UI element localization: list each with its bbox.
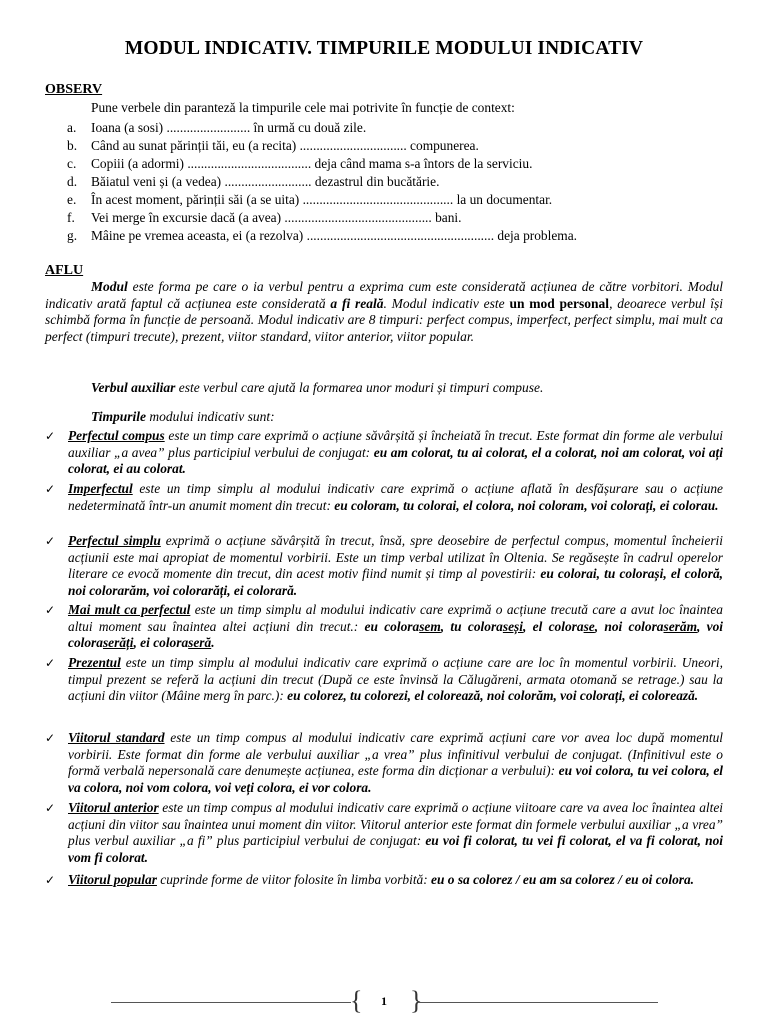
tense-example-part: , noi colora [594, 618, 664, 634]
tense-example-part: eu colora [364, 618, 420, 634]
tense-name: Viitorul anterior [68, 800, 159, 815]
tense-item [45, 655, 723, 705]
tense-definition: este un timp compus al modului indicativ care exprimă acțiuni care vor avea loc după momentul vorbirii. Este format din forme ale verbului auxiliar „a vrea” plus infinitivul verbului de conjugat. (Infinitivul este o formă verbală nepersonală care denumește acțiunea, este forma din dicționar a verbului): [68, 730, 723, 779]
tense-definition: este un timp simplu al modului indicativ care exprimă o acțiune care are loc în momentul vorbirii. Uneori, timpul prezent se referă la acțiuni din trecut (După ce este învinsă la Călugăreni, armata otomană se retrage.) sau la acțiuni din viitor (Mâine merg în parc.): [68, 655, 723, 704]
timpurile-heading [45, 409, 723, 426]
checkmark-icon: ✓ [45, 801, 56, 815]
checkmark-icon: ✓ [45, 873, 56, 887]
tense-description [68, 481, 723, 514]
tense-example: eu coloram, tu colorai, el colora, noi coloram, voi colorați, ei colorau. [334, 497, 719, 513]
exercise-text: Vei merge în excursie dacă (a avea) ............................................ bani. [91, 210, 462, 225]
auxiliar-paragraph [45, 380, 723, 397]
term-timpurile: Timpurile [91, 409, 147, 424]
tense-example: eu o sa colorez / eu am sa colorez / eu oi colora. [431, 872, 695, 887]
exercise-text: Ioana (a sosi) ......................... în urmă cu două zile. [91, 120, 367, 135]
tense-example-part: serăți [102, 635, 134, 651]
tense-item [45, 481, 723, 514]
tense-item [45, 533, 723, 599]
modul-text: , deoarece verbul își schimbă forma în funcție de persoană. Modul indicativ are 8 timpuri: perfect compus, imperfect, perfect simplu, mai mult ca perfect (timpuri trecute), prezent, viitor standard, viitor anterior, viitor popular. [45, 295, 723, 344]
tense-example: eu voi fi colorat, tu vei fi colorat, el va fi colorat, noi vom fi colorat. [68, 833, 723, 865]
tense-description [68, 800, 723, 866]
tense-example-part: seși [502, 618, 523, 634]
footer-rule-left [111, 1002, 351, 1003]
modul-text: . Modul indicativ este [383, 295, 510, 311]
page-number: 1 [381, 994, 387, 1008]
tense-name: Viitorul popular [68, 872, 157, 887]
tense-name: Viitorul standard [68, 730, 165, 745]
section-observ-label: OBSERV [45, 82, 103, 97]
tense-definition: exprimă o acțiune săvârșită în trecut, însă, spre deosebire de perfectul compus, momentul încheierii acțiunii este mai apropiat de momentul vorbirii. Este un timp verbal utilizat în Oltenia. Se regăsește în cadrul operelor literare ce evocă momente din trecut, din acest motiv fiind numit și timp al povestirii: [68, 533, 723, 582]
tense-example-part: seră [188, 635, 212, 651]
exercise-marker: e. [67, 192, 77, 207]
tense-example: eu am colorat, tu ai colorat, el a colorat, noi am colorat, voi ați colorat, ei au colorat. [68, 444, 723, 477]
term-verbul-auxiliar: Verbul auxiliar [91, 380, 176, 395]
tense-example-part: , ei colora [133, 635, 189, 651]
term-a-fi-reala: a fi reală [330, 295, 384, 311]
exercise-text: Băiatul veni și (a vedea) .......................... dezastrul din bucătărie. [91, 174, 440, 189]
tense-example-part: . [211, 635, 215, 651]
tense-item [45, 872, 723, 889]
tense-example: eu colorai, tu colorași, el coloră, noi colorarăm, voi colorarăți, ei colorară. [68, 566, 723, 598]
exercise-marker: c. [67, 156, 77, 171]
modul-definition-paragraph [45, 279, 723, 345]
exercise-text: Mâine pe vremea aceasta, ei (a rezolva) ........................................................ deja problema. [91, 228, 577, 243]
exercise-marker: g. [67, 228, 78, 243]
tense-item [45, 800, 723, 866]
tense-example-part: , el colora [522, 618, 584, 634]
tense-item [45, 428, 723, 478]
section-aflu-label: AFLU [45, 263, 84, 278]
timpurile-text: modului indicativ sunt: [146, 409, 275, 424]
footer-rule-right [418, 1002, 658, 1003]
checkmark-icon: ✓ [45, 429, 56, 443]
tense-definition: este un timp simplu al modului indicativ care exprimă o acțiune trecută care a avut loc înaintea altui moment sau înaintea altei acțiuni din trecut.: [68, 602, 723, 634]
tense-example-part: , voi colora [68, 618, 724, 651]
tense-example: eu voi colora, tu vei colora, el va colora, noi vom colora, voi veți colora, ei vor colora. [68, 763, 723, 795]
tense-item [45, 730, 723, 796]
tense-example-part: serăm [663, 618, 697, 634]
term-modul: Modul [91, 279, 128, 294]
footer-brace-right: } [410, 986, 423, 1015]
exercise-marker: f. [67, 210, 75, 225]
tense-description [68, 602, 723, 652]
observ-instructions: Pune verbele din paranteză la timpurile cele mai potrivite în funcție de context: [91, 100, 515, 115]
exercise-marker: a. [67, 120, 77, 135]
exercise-text: În acest moment, părinții săi (a se uita) ............................................. la un documentar. [91, 192, 553, 207]
tense-definition: cuprinde forme de viitor folosite în limba vorbită: [156, 872, 432, 887]
auxiliar-text: este verbul care ajută la formarea unor moduri și timpuri compuse. [175, 380, 544, 395]
tense-definition: este un timp compus al modului indicativ care exprimă o acțiune viitoare care va avea loc înaintea altei acțiuni din viitor sau înaintea unui moment din viitor. Viitorul anterior este format din formele verbului auxiliar „a vrea” plus verbul auxiliar „a fi” plus participiul verbului de conjugat: [68, 800, 724, 849]
tense-name: Perfectul simplu [68, 533, 161, 548]
tense-example-part: sem [419, 618, 441, 634]
tense-description [68, 872, 723, 889]
tense-definition: este un timp care exprimă o acțiune săvârșită și încheiată în trecut. Este format din forme ale verbului auxiliar „a avea” plus participiul verbului de conjugat: [68, 428, 724, 460]
tense-definition: este un timp simplu al modului indicativ care exprimă o acțiune aflată în desfășurare sau o acțiune nedeterminată într-un anumit moment din trecut: [68, 481, 723, 513]
checkmark-icon: ✓ [45, 534, 56, 548]
tense-description [68, 428, 723, 478]
page-footer [0, 988, 768, 1018]
tense-example-part: , tu colora [440, 618, 503, 634]
tense-name: Imperfectul [68, 481, 133, 496]
tense-item [45, 602, 723, 652]
tense-description [68, 730, 723, 796]
checkmark-icon: ✓ [45, 731, 56, 745]
tense-name: Perfectul compus [68, 428, 165, 443]
exercise-text: Copiii (a adormi) ..................................... deja când mama s-a întors de la serviciu. [91, 156, 533, 171]
page-title: MODUL INDICATIV. TIMPURILE MODULUI INDICATIV [124, 38, 644, 59]
tense-example: eu colorez, tu colorezi, el colorează, noi colorăm, voi colorați, ei colorează. [287, 688, 699, 704]
tense-example-part: se [583, 618, 595, 634]
footer-brace-left: { [350, 986, 363, 1015]
checkmark-icon: ✓ [45, 603, 56, 617]
exercise-marker: d. [67, 174, 78, 189]
exercise-marker: b. [67, 138, 78, 153]
modul-text: este forma pe care o ia verbul pentru a exprima cum este considerată acțiunea de către vorbitori. Modul indicativ arată faptul că acțiunea este considerată [45, 279, 723, 311]
tense-name: Mai mult ca perfectul [68, 602, 191, 617]
tense-description [68, 533, 723, 599]
checkmark-icon: ✓ [45, 656, 56, 670]
checkmark-icon: ✓ [45, 482, 56, 496]
tense-description [68, 655, 723, 705]
exercise-text: Când au sunat părinții tăi, eu (a recita) ................................ compunerea. [91, 138, 479, 153]
term-mod-personal: un mod personal [509, 295, 610, 311]
tense-name: Prezentul [68, 655, 121, 670]
